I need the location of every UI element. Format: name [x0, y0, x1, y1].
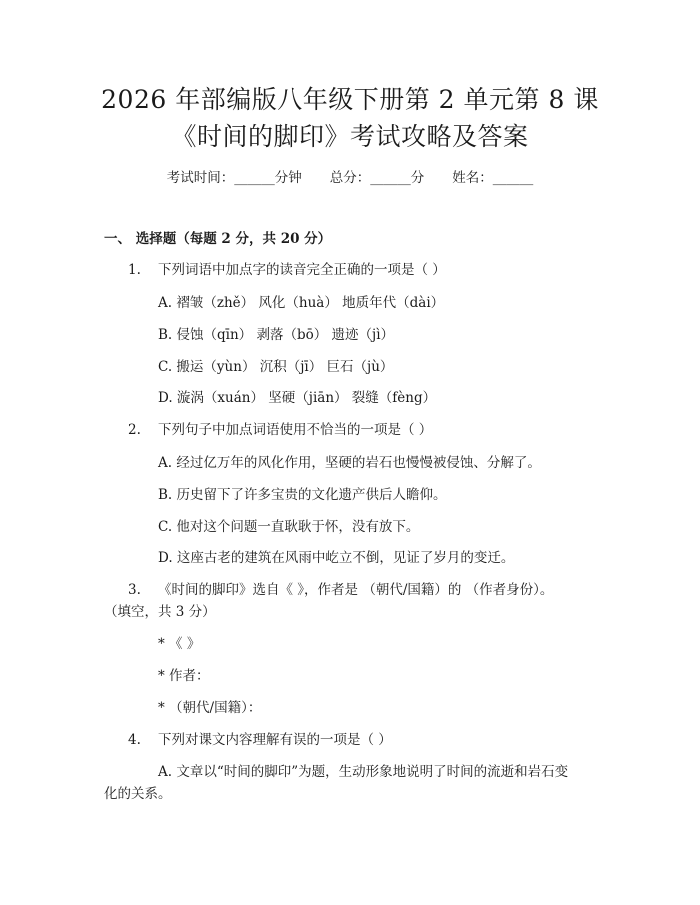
q4-option-a-continuation: 化的关系。 [104, 786, 172, 802]
q2-option-d: D. 这座古老的建筑在风雨中屹立不倒，见证了岁月的变迁。 [158, 550, 515, 566]
question-number: 1. [128, 262, 141, 278]
exam-time-field: 考试时间：______分钟 [166, 170, 302, 186]
q2-option-a: A. 经过亿万年的风化作用，坚硬的岩石也慢慢被侵蚀、分解了。 [158, 455, 541, 471]
q3-blank-author: * 作者： [158, 668, 210, 684]
question-number: 2. [128, 422, 141, 438]
q1-option-d: D. 漩涡（xuán） 坚硬（jiān） 裂缝（fèng） [158, 390, 437, 406]
exam-meta [0, 168, 700, 188]
q4-option-a: A. 文章以“时间的脚印”为题，生动形象地说明了时间的流逝和岩石变 [158, 764, 569, 780]
question-text: 下列句子中加点词语使用不恰当的一项是（ ） [158, 422, 433, 438]
question-3 [128, 580, 553, 600]
q3-blank-dynasty: * （朝代/国籍）： [158, 700, 262, 716]
q1-option-c: C. 搬运（yùn） 沉积（jī） 巨石（jù） [158, 359, 394, 375]
question-1 [128, 260, 446, 280]
total-score-field: 总分：______分 [329, 170, 425, 186]
question-number: 3. [128, 582, 141, 598]
name-field: 姓名：______ [452, 170, 534, 186]
section-heading-choice: 一、 选择题（每题 2 分，共 20 分） [104, 231, 332, 247]
q3-blank-source: * 《 》 [158, 636, 201, 652]
question-text: 下列对课文内容理解有误的一项是（ ） [158, 732, 392, 748]
q2-option-c: C. 他对这个问题一直耿耿于怀，没有放下。 [158, 519, 420, 535]
question-4 [128, 730, 392, 750]
question-text: 下列词语中加点字的读音完全正确的一项是（ ） [158, 262, 446, 278]
q1-option-a: A. 褶皱（zhě） 风化（huà） 地质年代（dài） [158, 295, 445, 311]
question-3-continuation: （填空，共 3 分） [104, 604, 216, 620]
page-title-line-1: 2026 年部编版八年级下册第 2 单元第 8 课 [101, 85, 599, 114]
question-text: 《时间的脚印》选自《 》，作者是 （朝代/国籍）的 （作者身份）。 [158, 582, 554, 598]
q1-option-b: B. 侵蚀（qīn） 剥落（bō） 遗迹（jì） [158, 327, 395, 343]
page-title-line-2: 《时间的脚印》考试攻略及答案 [171, 122, 529, 151]
question-2 [128, 420, 432, 440]
q2-option-b: B. 历史留下了许多宝贵的文化遗产供后人瞻仰。 [158, 487, 447, 503]
question-number: 4. [128, 732, 141, 748]
